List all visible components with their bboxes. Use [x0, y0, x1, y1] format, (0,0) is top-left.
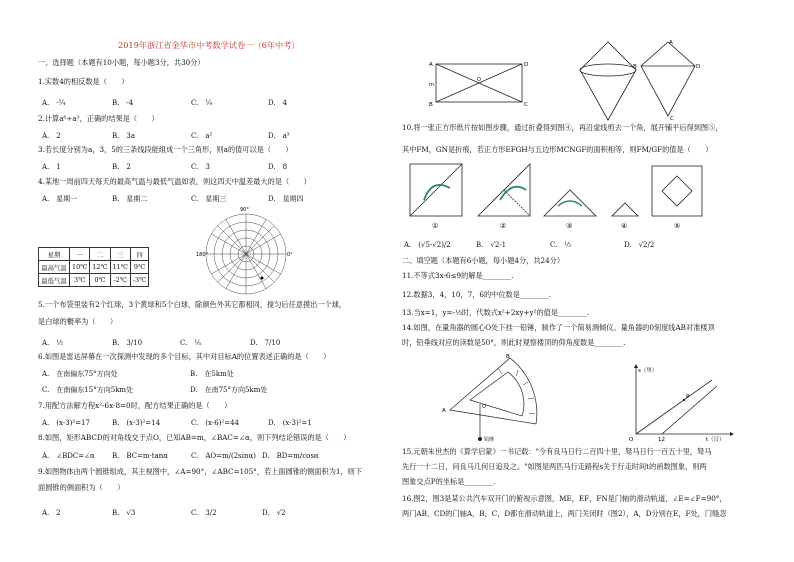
q15-stem-line2: 先行一十二日，问良马几何日追及之。"如图是两匹马行走路程s关于行走时间t的函数图象，则两 [402, 462, 707, 471]
q4-stem: 4.某地一周前四天每天的最高气温与最低气温如表，则这四天中温差最大的是（ ） [38, 177, 311, 186]
section-one-heading: 一、选择题（本题有10小题，每小题3分，共30分） [38, 58, 205, 67]
q8-option-d[interactable]: D. BD=m/cosα [262, 452, 319, 460]
q4-option-c[interactable]: C. 星期三 [191, 195, 227, 203]
table-cell: 二 [90, 248, 110, 261]
label-a2: A [669, 40, 673, 46]
temperature-table [38, 247, 149, 287]
radar-label-right: 0° [287, 252, 293, 258]
table-cell: 11℃ [110, 261, 130, 274]
table-cell: 9℃ [130, 261, 148, 274]
q7-option-d[interactable]: D. (x-3)²=1 [268, 419, 312, 427]
graph-y-label: s（里） [638, 368, 658, 374]
folding-steps-figure [402, 160, 712, 232]
q11-stem: 11.不等式3x-6≤9的解是________. [402, 271, 514, 280]
q2-option-a[interactable]: A. 2 [42, 132, 61, 140]
q14-stem-line2: 时，铅垂线对应的读数是50°，则此时观察楼顶的仰角度数是________. [402, 338, 626, 347]
table-cell: 最低气温 [39, 274, 70, 287]
label-o: O [477, 77, 481, 83]
protractor-figure [440, 352, 540, 444]
q1-option-a[interactable]: A. -¼ [42, 99, 66, 107]
label-a3: A [442, 408, 446, 414]
table-cell: 星期 [39, 248, 70, 261]
label-c: C [524, 102, 528, 108]
label-o3: O [482, 404, 486, 410]
q7-option-c[interactable]: C. (x-6)²=44 [191, 419, 240, 427]
q4-option-d[interactable]: D. 星期四 [268, 195, 304, 203]
q9-stem-line2: 面圆锥的侧面积为（ ） [38, 483, 125, 492]
table-cell: 最高气温 [39, 261, 70, 274]
step-3-label: ③ [566, 222, 573, 230]
q7-stem: 7.用配方法解方程x²-6x-8=0时，配方结果正确的是（ ） [38, 401, 232, 410]
q6-option-c[interactable]: C. 在南偏东15°方向5km处 [42, 386, 134, 394]
q3-option-c[interactable]: C. 3 [191, 163, 210, 171]
q1-option-c[interactable]: C. ¼ [191, 99, 213, 107]
q1-option-d[interactable]: D. 4 [268, 99, 288, 107]
q1-stem: 1.实数4的相反数是（ ） [38, 77, 129, 86]
front-view-figure [633, 38, 703, 122]
table-cell: 三 [110, 248, 130, 261]
q14-stem-line1: 14.如图，在量角器的圆心O处下挂一铅锤，制作了一个简易测倾仪。量角器的0刻度线AB对准楼顶 [402, 323, 715, 332]
q8-option-a[interactable]: A. ∠BDC=∠α [42, 452, 95, 460]
q7-option-b[interactable]: B. (x-3)²=14 [112, 419, 161, 427]
step-5-label: ⑤ [674, 222, 681, 230]
q8-stem: 8.如图，矩形ABCD的对角线交于点O，已知AB=m，∠BAC=∠α，则下列结论错误的是（ ） [38, 433, 351, 442]
label-b2: B [633, 64, 637, 70]
table-cell: -2℃ [110, 274, 130, 287]
q4-option-a[interactable]: A. 星期一 [42, 195, 78, 203]
q5-option-b[interactable]: B. 3/10 [112, 339, 143, 347]
q5-option-a[interactable]: A. ½ [42, 339, 64, 347]
q7-option-a[interactable]: A. (x-3)²=17 [42, 419, 90, 427]
q6-option-a[interactable]: A. 在南偏东75°方向处 [42, 370, 118, 378]
table-cell: 3℃ [70, 274, 90, 287]
radar-label-top: 90° [240, 207, 249, 213]
q6-option-d[interactable]: D. 在南75°方向5km处 [190, 386, 268, 394]
q8-option-b[interactable]: B. BC=m·tanα [112, 452, 168, 460]
q10-stem-line2: 其中FM，GN是折痕，若正方形EFGH与五边形MCNGF的面积相等，则FM/GF的值是（ ） [402, 145, 713, 154]
label-b: B [429, 102, 433, 108]
graph-point-p: P [686, 394, 690, 400]
table-row [39, 261, 149, 274]
q6-option-b[interactable]: B. 在5km处 [190, 370, 234, 378]
label-d: D [524, 62, 529, 68]
graph-origin: O [629, 437, 634, 442]
radar-diagram [196, 202, 296, 302]
q5-stem-line1: 5.一个布袋里装有2个红球，3个黄球和5个白球，除颜色外其它都相同，搅匀后任意摸出一个球， [38, 300, 347, 309]
q13-stem: 13.当x=1，y=-⅓时，代数式x²+2xy+y²的值是________. [402, 308, 590, 317]
q9-stem-line1: 9.如图物体由两个圆锥组成，其主视图中，∠A=90°，∠ABC=105°，若上面圆锥的侧面积为1，则下 [38, 467, 363, 476]
q16-stem-line2: 两门AB，CD的门轴A，B，C，D都在滑动轨道上，两门关闭时（图2），A，D分别在E，F处，门缝忽 [402, 509, 727, 518]
q9-option-d[interactable]: D. √2 [262, 509, 286, 517]
q16-stem-line1: 16.图2，图3是某公共汽车双开门的俯视示意图，ME，EF，FN是门轴的滑动轨道，∠E=∠F=90°， [402, 494, 727, 503]
radar-label-left: 180° [196, 252, 209, 258]
q12-stem: 12.数据3，4，10，7，6的中位数是________. [402, 290, 551, 299]
q9-option-a[interactable]: A. 2 [42, 509, 61, 517]
q15-stem-line3: 图象交点P的坐标是________. [402, 477, 496, 486]
label-b3: B [506, 354, 510, 360]
label-d2: D [696, 64, 701, 70]
step-4-label: ④ [621, 222, 628, 230]
q3-option-a[interactable]: A. 1 [42, 163, 61, 171]
q10-option-b[interactable]: B. √2-1 [476, 241, 507, 249]
table-cell: 0℃ [90, 274, 110, 287]
q10-option-c[interactable]: C. ½ [550, 241, 572, 249]
step-1-label: ① [432, 222, 439, 230]
table-cell: 12℃ [90, 261, 110, 274]
q2-stem: 2.计算a⁶÷a³，正确的结果是（ ） [38, 114, 159, 123]
q3-stem: 3.若长度分别为a，3，5的三条线段能组成一个三角形，则a的值可以是（ ） [38, 145, 293, 154]
q2-option-c[interactable]: C. a² [191, 132, 213, 140]
q5-stem-line2: 是白球的概率为（ ） [38, 317, 118, 326]
q9-option-c[interactable]: C. 3/2 [191, 509, 217, 517]
q8-option-c[interactable]: C. AO=m/(2sinα) [191, 452, 256, 460]
table-cell: 一 [70, 248, 90, 261]
exam-title: 2019年浙江省金华市中考数学试卷一（6年中考） [118, 40, 300, 50]
q2-option-b[interactable]: B. 3a [112, 132, 135, 140]
q5-option-d[interactable]: D. 7/10 [250, 339, 281, 347]
graph-tick-12: 12 [658, 437, 665, 442]
section-two-heading: 二、填空题（本题有6小题，每小题4分，共24分） [402, 256, 565, 265]
table-row [39, 248, 149, 261]
q10-option-a[interactable]: A. (√5-√2)/2 [404, 241, 451, 249]
q6-stem: 6.如图是雷达屏幕在一次探测中发现的多个目标，其中对目标A的位置表述正确的是（ ） [38, 352, 331, 361]
label-a: A [429, 62, 433, 68]
q2-option-d[interactable]: D. a³ [268, 132, 290, 140]
label-m: m [429, 82, 434, 88]
table-cell: -3℃ [130, 274, 148, 287]
step-2-label: ② [500, 222, 507, 230]
q1-option-b[interactable]: B. -4 [112, 99, 134, 107]
graph-x-label: t（日） [706, 437, 725, 442]
q3-option-d[interactable]: D. 8 [268, 163, 288, 171]
q4-option-b[interactable]: B. 星期二 [112, 195, 148, 203]
q9-option-b[interactable]: B. √3 [112, 509, 136, 517]
label-c2: C [670, 116, 674, 122]
table-cell: 10℃ [70, 261, 90, 274]
table-row [39, 274, 149, 287]
q10-option-d[interactable]: D. √2/2 [624, 241, 655, 249]
distance-time-graph [622, 364, 734, 442]
q5-option-c[interactable]: C. ⅕ [180, 339, 202, 347]
q3-option-b[interactable]: B. 2 [112, 163, 131, 171]
q15-stem-line1: 15.元朝朱世杰的《算学启蒙》一书记载："今有良马日行二百四十里，驽马日行一百五十里，驽马 [402, 447, 712, 456]
q10-stem-line1: 10.将一张正方形纸片按如图步骤，通过折叠得到图④，再沿虚线剪去一个角，展开铺平后得到图⑤， [402, 123, 723, 132]
table-cell: 四 [130, 248, 148, 261]
rectangle-figure [426, 58, 530, 110]
plumb-label: 铅锤 [484, 437, 495, 443]
